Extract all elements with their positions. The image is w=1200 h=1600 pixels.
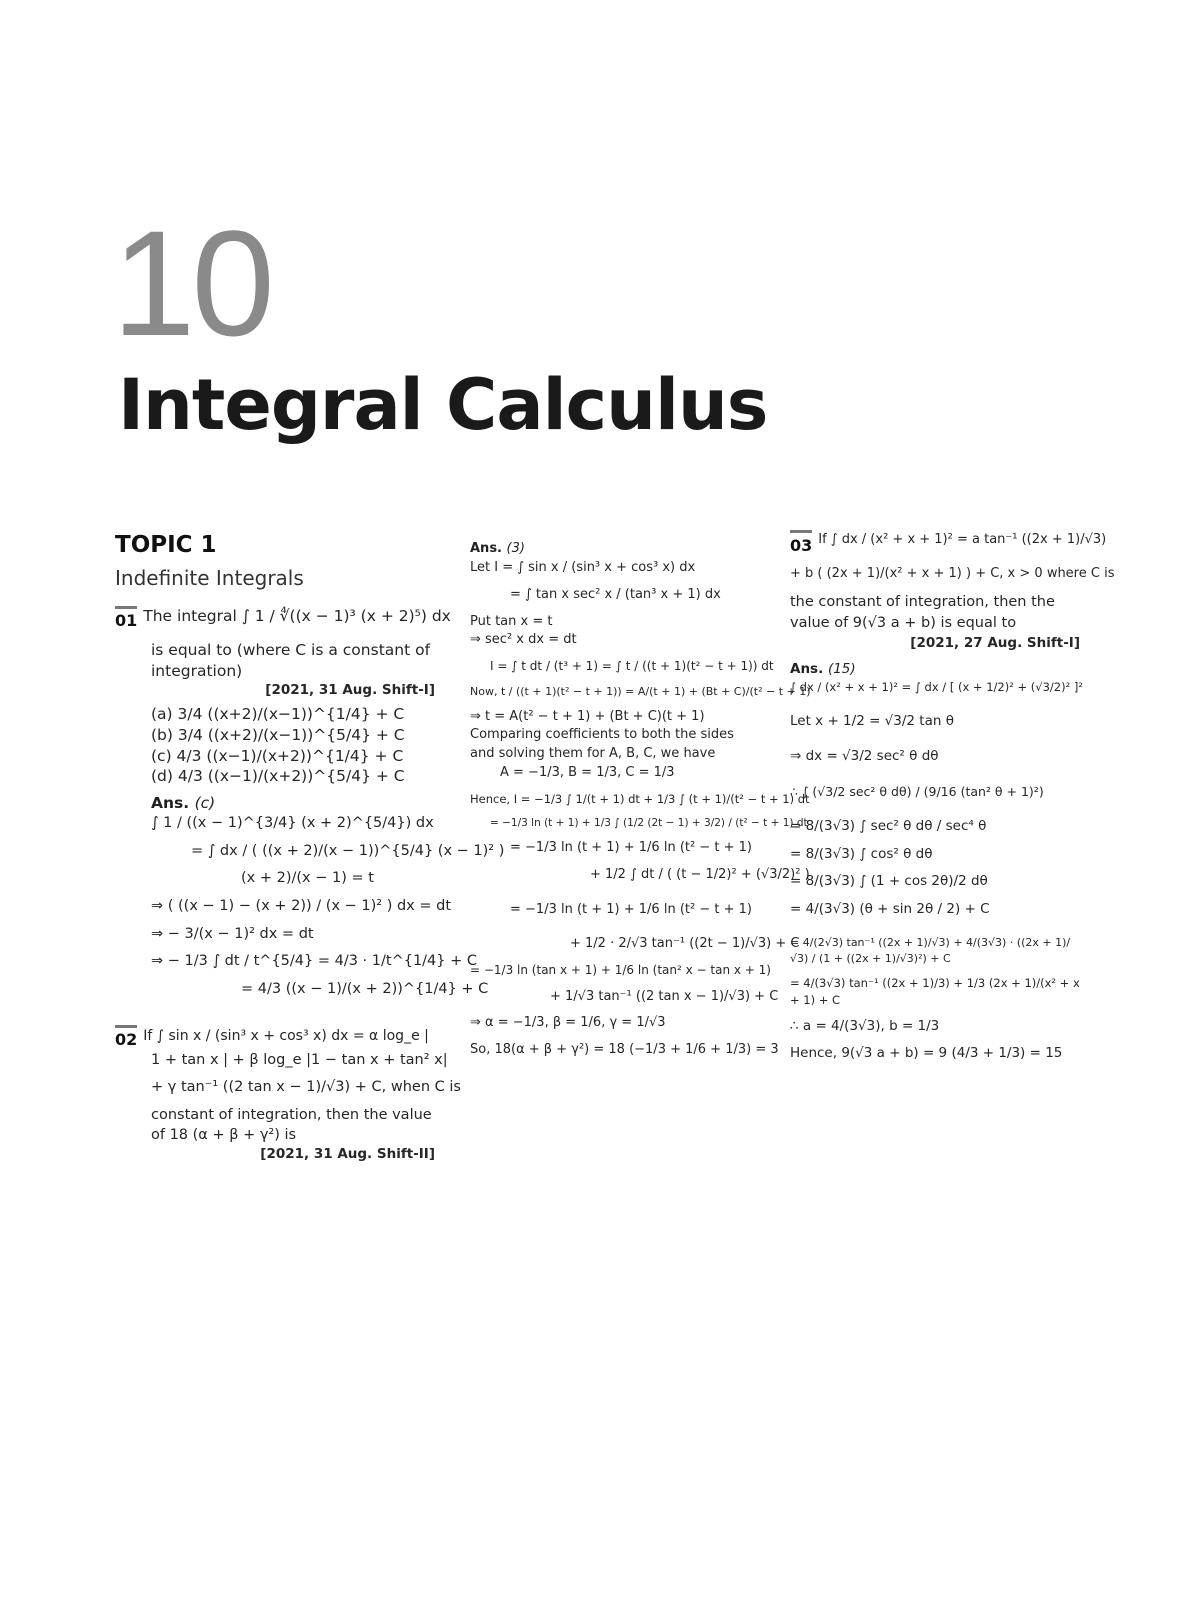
question-stem-3: + γ tan⁻¹ ((2 tan x − 1)/√3) + C, when C is — [151, 1079, 461, 1096]
solution-line: Put tan x = t — [470, 613, 553, 629]
answer-label: Ans. — [151, 794, 190, 813]
answer-value: (15) — [827, 660, 856, 677]
solution-line: = 4/3 ((x − 1)/(x + 2))^{1/4} + C — [241, 980, 489, 997]
chapter-title: Integral Calculus — [118, 364, 768, 446]
solution-line: = 4/(3√3) (θ + sin 2θ / 2) + C — [790, 900, 990, 917]
solution-line: ⇒ α = −1/3, β = 1/6, γ = 1/√3 — [470, 1015, 666, 1031]
solution-line: Comparing coefficients to both the sides and solving them for A, B, C, we have — [470, 727, 734, 762]
solution-line: ⇒ t = A(t² − t + 1) + (Bt + C)(t + 1) — [470, 708, 705, 724]
column-1 — [115, 530, 505, 1171]
question-stem-4: constant of integration, then the value of 18 (α + β + γ²) is — [151, 1106, 432, 1143]
solution-line: ⇒ sec² x dx = dt — [470, 632, 577, 648]
solution-line: = −1/3 ln (t + 1) + 1/3 ∫ (1/2 (2t − 1) + 3/2) / (t² − t + 1) dt — [490, 816, 808, 829]
solution-line: (x + 2)/(x − 1) = t — [241, 870, 374, 887]
answer — [115, 793, 435, 814]
question-source: [2021, 31 Aug. Shift-I] — [265, 682, 435, 699]
solution-line: ⇒ dx = √3/2 sec² θ dθ — [790, 748, 939, 765]
solution-line: I = ∫ t dt / (t³ + 1) = ∫ t / ((t + 1)(t² − t + 1)) dt — [490, 659, 774, 674]
solution-line: + 1/√3 tan⁻¹ ((2 tan x − 1)/√3) + C — [550, 988, 779, 1004]
question-stem-3: the constant of integration, then the value of 9(√3 a + b) is equal to — [790, 594, 1055, 632]
solution-line: = 8/(3√3) ∫ sec² θ dθ / sec⁴ θ — [790, 818, 987, 835]
solution-line: ∫ dx / (x² + x + 1)² = ∫ dx / [ (x + 1/2)² + (√3/2)² ]² — [790, 680, 1083, 695]
solution-line: + 1/2 · 2/√3 tan⁻¹ ((2t − 1)/√3) + C — [570, 936, 800, 952]
question-stem: The integral ∫ 1 / ∜((x − 1)³ (x + 2)⁵) dx — [143, 607, 451, 626]
question-source: [2021, 27 Aug. Shift-I] — [910, 635, 1080, 652]
question-number: 03 — [790, 530, 812, 557]
solution-line: ∫ 1 / ((x − 1)^{3/4} (x + 2)^{5/4}) dx — [151, 815, 434, 832]
question-source: [2021, 31 Aug. Shift-II] — [260, 1146, 435, 1163]
solution-line: ⇒ ( ((x − 1) − (x + 2)) / (x − 1)² ) dx = dt — [151, 898, 452, 914]
question-stem-2: + b ( (2x + 1)/(x² + x + 1) ) + C, x > 0 where C is — [790, 566, 1115, 582]
solution-line: ∴ ∫ (√3/2 sec² θ dθ) / (9/16 (tan² θ + 1)²) — [790, 783, 1044, 799]
option-d: (d) 4/3 ((x−1)/(x+2))^{5/4} + C — [151, 767, 405, 786]
solution-line: = ∫ tan x sec² x / (tan³ x + 1) dx — [510, 586, 721, 602]
solution-line: = 4/(3√3) tan⁻¹ ((2x + 1)/3) + 1/3 (2x + 1)/(x² + x + 1) + C — [790, 976, 1080, 1007]
answer — [470, 540, 755, 559]
solution-line: So, 18(α + β + γ²) = 18 (−1/3 + 1/6 + 1/3) = 3 — [470, 1042, 779, 1058]
solution-line: = 4/(2√3) tan⁻¹ ((2x + 1)/√3) + 4/(3√3) · ((2x + 1)/√3) / (1 + ((2x + 1)/√3)²) + C — [790, 936, 1071, 966]
option-c: (c) 4/3 ((x−1)/(x+2))^{1/4} + C — [151, 746, 404, 765]
question-stem-2: 1 + tan x | + β log_e |1 − tan x + tan² x| — [151, 1051, 448, 1068]
question-stem-2: is equal to (where C is a constant of integration) — [151, 640, 431, 680]
solution-line: A = −1/3, B = 1/3, C = 1/3 — [500, 765, 675, 781]
option-a: (a) 3/4 ((x+2)/(x−1))^{1/4} + C — [151, 704, 405, 723]
solution-line: ⇒ − 3/(x − 1)² dx = dt — [151, 925, 314, 942]
solution-line: + 1/2 ∫ dt / ( (t − 1/2)² + (√3/2)² ) — [590, 866, 810, 882]
column-3 — [790, 530, 1115, 1064]
solution-line: = −1/3 ln (tan x + 1) + 1/6 ln (tan² x − tan x + 1) — [470, 963, 771, 978]
answer-value: (3) — [506, 541, 525, 556]
solution-line: Let I = ∫ sin x / (sin³ x + cos³ x) dx — [470, 559, 696, 575]
solution-line: Let x + 1/2 = √3/2 tan θ — [790, 712, 954, 729]
question-01 — [115, 606, 505, 999]
solution-line: = −1/3 ln (t + 1) + 1/6 ln (t² − t + 1) — [510, 839, 752, 855]
question-stem: If ∫ sin x / (sin³ x + cos³ x) dx = α log_e | — [143, 1028, 429, 1045]
option-b: (b) 3/4 ((x+2)/(x−1))^{5/4} + C — [151, 725, 405, 744]
answer-label: Ans. — [470, 541, 502, 556]
solution-line: = ∫ dx / ( ((x + 2)/(x − 1))^{5/4} (x − 1)² ) — [191, 842, 505, 859]
topic-heading: TOPIC 1 — [115, 532, 217, 558]
solution-line: Now, t / ((t + 1)(t² − t + 1)) = A/(t + 1) + (Bt + C)/(t² − t + 1) — [470, 684, 811, 698]
solution-line: Hence, I = −1/3 ∫ 1/(t + 1) dt + 1/3 ∫ (t + 1)/(t² − t + 1) dt — [470, 791, 810, 806]
solution-line: ⇒ − 1/3 ∫ dt / t^{5/4} = 4/3 · 1/t^{1/4} + C — [151, 953, 477, 970]
chapter-number: 10 — [112, 199, 271, 367]
solution-line: ∴ a = 4/(3√3), b = 1/3 — [790, 1017, 940, 1034]
answer — [790, 660, 1080, 680]
answer-value: (c) — [194, 794, 216, 813]
topic-subheading: Indefinite Integrals — [115, 566, 304, 591]
solution-line: = 8/(3√3) ∫ (1 + cos 2θ)/2 dθ — [790, 873, 988, 890]
question-number: 01 — [115, 606, 137, 632]
question-number: 02 — [115, 1025, 137, 1051]
question-stem: If ∫ dx / (x² + x + 1)² = a tan⁻¹ ((2x + 1)/√3) — [818, 532, 1107, 547]
question-02 — [115, 1025, 461, 1163]
solution-line: = −1/3 ln (t + 1) + 1/6 ln (t² − t + 1) — [510, 901, 752, 917]
answer-label: Ans. — [790, 660, 824, 677]
solution-line: Hence, 9(√3 a + b) = 9 (4/3 + 1/3) = 15 — [790, 1045, 1063, 1062]
solution-line: = 8/(3√3) ∫ cos² θ dθ — [790, 845, 933, 862]
